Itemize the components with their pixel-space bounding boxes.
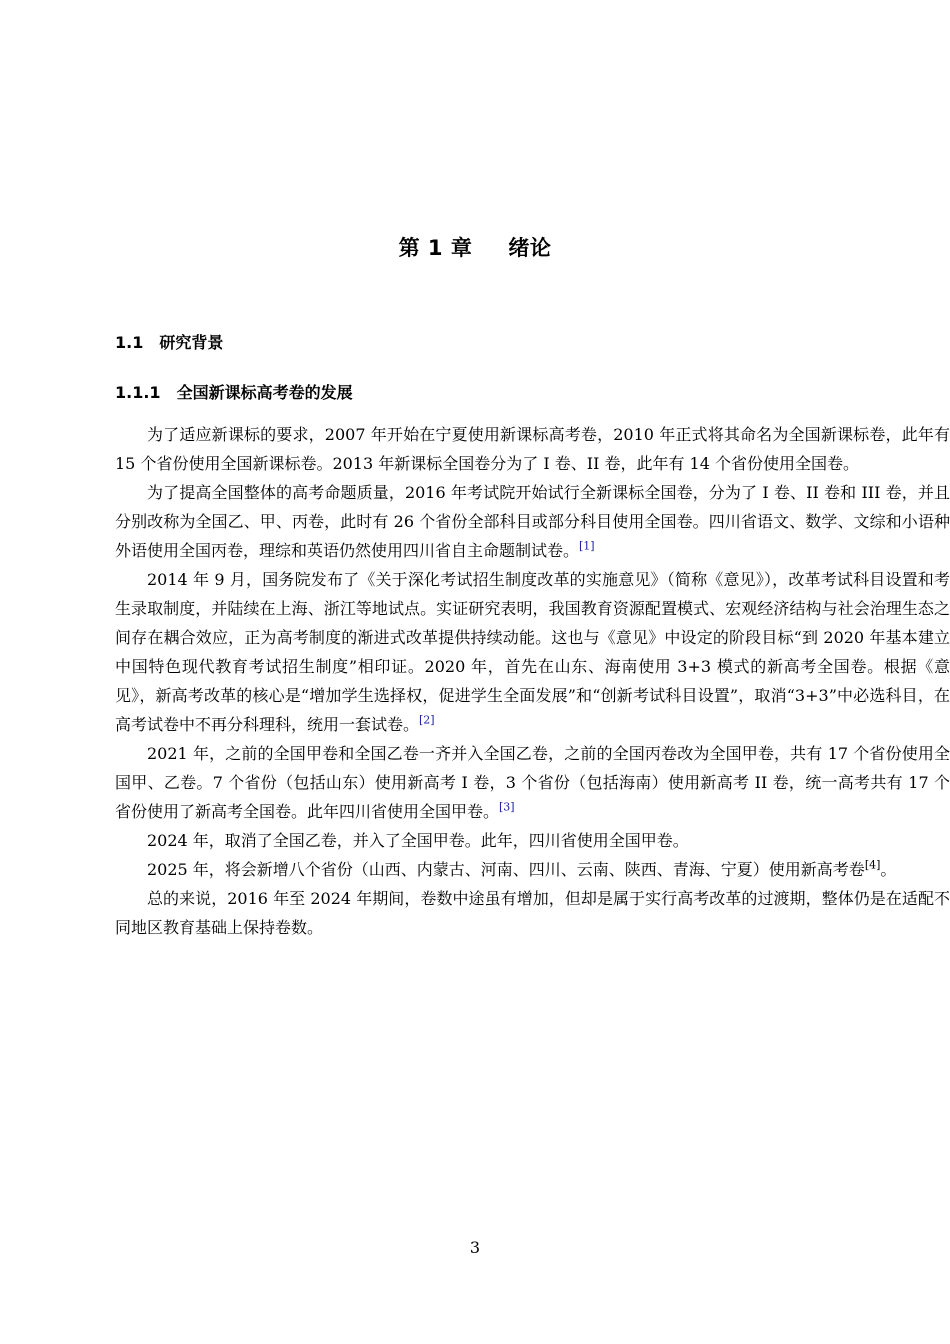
paragraph-5: 2024 年，取消了全国乙卷，并入了全国甲卷。此年，四川省使用全国甲卷。 — [147, 831, 689, 850]
page-number: 3 — [469, 1238, 481, 1257]
chapter-title: 绪论 — [508, 236, 552, 260]
citation-ref[interactable]: [2] — [419, 713, 435, 727]
paragraph-1: 为了适应新课标的要求，2007 年开始在宁夏使用新课标高考卷，2010 年正式将其命名为全国新课标卷，此年有 15 个省份使用全国新课标卷。2013 年新课标全国卷分为了 I 卷、II 卷，此年有 14 个省份使用全国卷。 — [115, 425, 950, 473]
body-text — [115, 420, 950, 942]
paragraph-6: 2025 年，将会新增八个省份（山西、内蒙古、河南、四川、云南、陕西、青海、宁夏）使用新高考卷[4]。 — [147, 858, 897, 879]
subsection-heading — [115, 380, 353, 403]
section-title: 研究背景 — [159, 333, 224, 352]
paragraph-4: 2021 年，之前的全国甲卷和全国乙卷一齐并入全国乙卷，之前的全国丙卷改为全国甲卷，共有 17 个省份使用全国甲、乙卷。7 个省份（包括山东）使用新高考 I 卷，3 个省份（包括海南）使用新高考 II 卷，统一高考共有 17 个省份使用了新高考全国卷。此年四川省使用全国甲卷。[3] — [115, 744, 950, 821]
chapter-heading — [0, 232, 950, 262]
paragraph-3: 2014 年 9 月，国务院发布了《关于深化考试招生制度改革的实施意见》（简称《意见》），改革考试科目设置和考生录取制度，并陆续在上海、浙江等地试点。实证研究表明，我国教育资源配置模式、宏观经济结构与社会治理生态之间存在耦合效应，正为高考制度的渐进式改革提供持续动能。这也与《意见》中设定的阶段目标“到 2020 年基本建立中国特色现代教育考试招生制度”相印证。2020 年，首先在山东、海南使用 3+3 模式的新高考全国卷。根据《意见》，新高考改革的核心是“增加学生选择权，促进学生全面发展”和“创新考试科目设置”，取消“3+3”中必选科目，在高考试卷中不再分科理科，统用一套试卷。[2] — [115, 570, 950, 734]
paragraph-7: 总的来说，2016 年至 2024 年期间，卷数中途虽有增加，但却是属于实行高考改革的过渡期，整体仍是在适配不同地区教育基础上保持卷数。 — [115, 889, 950, 937]
citation-ref[interactable]: [1] — [579, 539, 595, 553]
citation-ref[interactable]: [4] — [864, 858, 881, 872]
subsection-number: 1.1.1 — [115, 383, 161, 402]
paragraph-2: 为了提高全国整体的高考命题质量，2016 年考试院开始试行全新课标全国卷，分为了 I 卷、II 卷和 III 卷，并且分别改称为全国乙、甲、丙卷，此时有 26 个省份全部科目或部分科目使用全国卷。四川省语文、数学、文综和小语种外语使用全国丙卷，理综和英语仍然使用四川省自主命题制试卷。[1] — [115, 483, 950, 560]
section-number: 1.1 — [115, 333, 144, 352]
subsection-title: 全国新课标高考卷的发展 — [176, 383, 353, 402]
citation-ref[interactable]: [3] — [499, 800, 515, 814]
chapter-label: 第 1 章 — [398, 236, 473, 260]
section-heading — [115, 330, 223, 353]
